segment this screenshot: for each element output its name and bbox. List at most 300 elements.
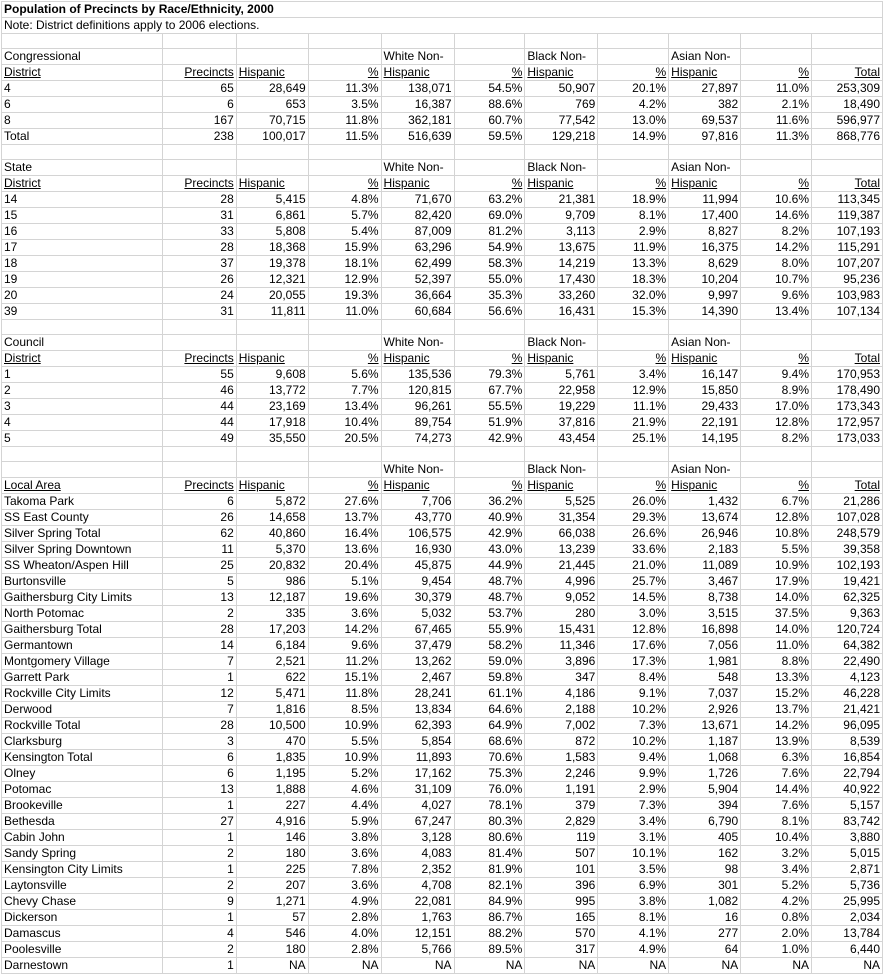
hispanic-pct-cell: 8.5% (308, 702, 381, 718)
hispanic-cell: 5,415 (236, 192, 308, 208)
black-pct-cell: 2.9% (598, 782, 669, 798)
total-cell: 21,286 (812, 494, 883, 510)
hispanic-pct-header: % (308, 65, 381, 81)
black-pct-cell: 14.5% (598, 590, 669, 606)
black-header: Hispanic (525, 478, 598, 494)
hispanic-pct-header: % (308, 176, 381, 192)
hispanic-cell: 100,017 (236, 129, 308, 145)
black-header-top: Black Non- (525, 160, 598, 176)
empty-cell (162, 447, 236, 462)
black-header-top: Black Non- (525, 49, 598, 65)
empty-cell (741, 49, 812, 65)
white-pct-cell: 54.5% (454, 81, 525, 97)
precincts-cell: 1 (162, 670, 236, 686)
hispanic-pct-cell: 19.3% (308, 288, 381, 304)
hispanic-cell: 207 (236, 878, 308, 894)
asian-cell: 11,994 (669, 192, 741, 208)
total-cell: 13,784 (812, 926, 883, 942)
black-cell: 4,186 (525, 686, 598, 702)
asian-pct-cell: 9.6% (741, 288, 812, 304)
precincts-cell: 1 (162, 862, 236, 878)
hispanic-pct-cell: 7.7% (308, 383, 381, 399)
white-pct-cell: 36.2% (454, 494, 525, 510)
hispanic-pct-cell: 10.9% (308, 718, 381, 734)
hispanic-pct-cell: 11.0% (308, 304, 381, 320)
district-cell: Germantown (2, 638, 163, 654)
precincts-cell: 4 (162, 926, 236, 942)
asian-header: Hispanic (669, 351, 741, 367)
precincts-cell: 28 (162, 622, 236, 638)
white-pct-cell: 59.5% (454, 129, 525, 145)
total-cell: 22,490 (812, 654, 883, 670)
white-pct-cell: 67.7% (454, 383, 525, 399)
hispanic-pct-cell: 5.6% (308, 367, 381, 383)
empty-cell (236, 160, 308, 176)
asian-cell: 3,515 (669, 606, 741, 622)
precincts-cell: 13 (162, 782, 236, 798)
white-cell: 37,479 (381, 638, 454, 654)
table-row (2, 862, 883, 878)
hispanic-cell: 227 (236, 798, 308, 814)
district-cell: Burtonsville (2, 574, 163, 590)
black-pct-cell: 11.1% (598, 399, 669, 415)
empty-cell (741, 335, 812, 351)
white-cell: 62,393 (381, 718, 454, 734)
precincts-cell: 27 (162, 814, 236, 830)
white-pct-cell: 55.9% (454, 622, 525, 638)
black-pct-cell: 9.9% (598, 766, 669, 782)
hispanic-pct-cell: 12.9% (308, 272, 381, 288)
asian-pct-cell: 17.9% (741, 574, 812, 590)
asian-pct-cell: 11.0% (741, 638, 812, 654)
empty-cell (741, 447, 812, 462)
table-row (2, 702, 883, 718)
white-header: Hispanic (381, 65, 454, 81)
precincts-cell: 49 (162, 431, 236, 447)
table-row (2, 272, 883, 288)
precincts-cell: 28 (162, 192, 236, 208)
black-cell: 119 (525, 830, 598, 846)
precincts-header: Precincts (162, 176, 236, 192)
white-cell: 7,706 (381, 494, 454, 510)
white-pct-cell: 86.7% (454, 910, 525, 926)
white-pct-header: % (454, 478, 525, 494)
empty-cell (741, 320, 812, 335)
white-cell: 71,670 (381, 192, 454, 208)
black-pct-cell: 10.2% (598, 702, 669, 718)
empty-cell (162, 462, 236, 478)
empty-cell (525, 320, 598, 335)
hispanic-pct-cell: 20.5% (308, 431, 381, 447)
hispanic-cell: 146 (236, 830, 308, 846)
precincts-cell: 1 (162, 830, 236, 846)
precincts-cell: 167 (162, 113, 236, 129)
asian-pct-cell: 8.1% (741, 814, 812, 830)
hispanic-cell: 13,772 (236, 383, 308, 399)
district-cell: Derwood (2, 702, 163, 718)
hispanic-pct-cell: 3.6% (308, 606, 381, 622)
asian-pct-cell: 8.2% (741, 431, 812, 447)
empty-cell (454, 34, 525, 49)
section-label-top: State (2, 160, 163, 176)
hispanic-cell: 70,715 (236, 113, 308, 129)
precincts-cell: 14 (162, 638, 236, 654)
white-cell: 12,151 (381, 926, 454, 942)
precincts-cell: 7 (162, 654, 236, 670)
precincts-cell: 3 (162, 734, 236, 750)
table-row (2, 574, 883, 590)
district-cell: Kensington City Limits (2, 862, 163, 878)
white-cell: 16,387 (381, 97, 454, 113)
asian-cell: 1,432 (669, 494, 741, 510)
black-pct-cell: 29.3% (598, 510, 669, 526)
white-pct-cell: 80.6% (454, 830, 525, 846)
hispanic-header: Hispanic (236, 478, 308, 494)
white-pct-cell: 35.3% (454, 288, 525, 304)
black-header-top: Black Non- (525, 335, 598, 351)
white-pct-cell: 44.9% (454, 558, 525, 574)
district-cell: 15 (2, 208, 163, 224)
district-cell: 8 (2, 113, 163, 129)
hispanic-cell: 6,184 (236, 638, 308, 654)
black-pct-cell: 10.1% (598, 846, 669, 862)
precincts-cell: 2 (162, 878, 236, 894)
asian-pct-cell: 7.6% (741, 766, 812, 782)
white-pct-cell: 70.6% (454, 750, 525, 766)
black-cell: 379 (525, 798, 598, 814)
white-pct-cell: NA (454, 958, 525, 974)
white-cell: 13,262 (381, 654, 454, 670)
hispanic-pct-cell: 4.0% (308, 926, 381, 942)
white-pct-cell: 59.0% (454, 654, 525, 670)
total-cell: 95,236 (812, 272, 883, 288)
white-cell: 135,536 (381, 367, 454, 383)
asian-pct-cell: 6.3% (741, 750, 812, 766)
black-cell: 21,381 (525, 192, 598, 208)
black-pct-cell: 18.9% (598, 192, 669, 208)
black-cell: NA (525, 958, 598, 974)
hispanic-cell: 10,500 (236, 718, 308, 734)
empty-cell (669, 145, 741, 160)
total-cell: 113,345 (812, 192, 883, 208)
total-cell: 62,325 (812, 590, 883, 606)
white-cell: 17,162 (381, 766, 454, 782)
section-header-top (2, 160, 883, 176)
black-cell: 280 (525, 606, 598, 622)
black-cell: 5,525 (525, 494, 598, 510)
table-row (2, 399, 883, 415)
precincts-cell: 2 (162, 846, 236, 862)
hispanic-cell: 12,187 (236, 590, 308, 606)
white-pct-cell: 89.5% (454, 942, 525, 958)
white-cell: 13,834 (381, 702, 454, 718)
total-cell: 5,015 (812, 846, 883, 862)
empty-cell (236, 145, 308, 160)
white-pct-cell: 58.2% (454, 638, 525, 654)
hispanic-pct-cell: 11.2% (308, 654, 381, 670)
district-cell: Dickerson (2, 910, 163, 926)
district-cell: Kensington Total (2, 750, 163, 766)
white-cell: 16,930 (381, 542, 454, 558)
district-cell: Gaithersburg Total (2, 622, 163, 638)
black-pct-cell: 13.0% (598, 113, 669, 129)
asian-cell: 22,191 (669, 415, 741, 431)
precincts-cell: 1 (162, 958, 236, 974)
precincts-cell: 6 (162, 750, 236, 766)
district-cell: SS East County (2, 510, 163, 526)
empty-cell (2, 145, 163, 160)
table-row (2, 431, 883, 447)
white-cell: 52,397 (381, 272, 454, 288)
asian-pct-cell: 6.7% (741, 494, 812, 510)
white-pct-cell: 80.3% (454, 814, 525, 830)
asian-cell: 1,187 (669, 734, 741, 750)
total-cell: 103,983 (812, 288, 883, 304)
district-cell: Laytonsville (2, 878, 163, 894)
asian-pct-cell: 10.8% (741, 526, 812, 542)
empty-cell (741, 34, 812, 49)
table-row (2, 894, 883, 910)
hispanic-pct-cell: 4.8% (308, 192, 381, 208)
asian-cell: 7,037 (669, 686, 741, 702)
total-cell: 16,854 (812, 750, 883, 766)
white-pct-cell: 76.0% (454, 782, 525, 798)
empty-cell (598, 447, 669, 462)
white-cell: 82,420 (381, 208, 454, 224)
table-row (2, 654, 883, 670)
white-pct-cell: 75.3% (454, 766, 525, 782)
total-cell: 248,579 (812, 526, 883, 542)
white-cell: 62,499 (381, 256, 454, 272)
black-pct-cell: 11.9% (598, 240, 669, 256)
empty-cell (308, 49, 381, 65)
black-cell: 2,246 (525, 766, 598, 782)
spacer-row (2, 320, 883, 335)
precincts-cell: 33 (162, 224, 236, 240)
asian-cell: 11,089 (669, 558, 741, 574)
black-pct-cell: 26.0% (598, 494, 669, 510)
district-cell: Takoma Park (2, 494, 163, 510)
black-pct-cell: 32.0% (598, 288, 669, 304)
section-label-bottom: District (2, 65, 163, 81)
white-pct-cell: 48.7% (454, 590, 525, 606)
black-pct-header: % (598, 65, 669, 81)
district-cell: Garrett Park (2, 670, 163, 686)
table-row (2, 97, 883, 113)
table-row (2, 590, 883, 606)
hispanic-pct-cell: 11.8% (308, 113, 381, 129)
empty-cell (812, 49, 883, 65)
empty-cell (812, 447, 883, 462)
hispanic-cell: 1,835 (236, 750, 308, 766)
asian-pct-cell: 8.8% (741, 654, 812, 670)
white-cell: 362,181 (381, 113, 454, 129)
total-cell: 2,871 (812, 862, 883, 878)
black-pct-cell: 8.4% (598, 670, 669, 686)
hispanic-pct-cell: 16.4% (308, 526, 381, 542)
table-row (2, 606, 883, 622)
asian-pct-cell: 10.9% (741, 558, 812, 574)
white-cell: 138,071 (381, 81, 454, 97)
district-cell: 39 (2, 304, 163, 320)
asian-pct-cell: 11.3% (741, 129, 812, 145)
asian-cell: 382 (669, 97, 741, 113)
white-pct-cell: 60.7% (454, 113, 525, 129)
hispanic-pct-cell: 4.6% (308, 782, 381, 798)
district-cell: Potomac (2, 782, 163, 798)
empty-cell (2, 447, 163, 462)
empty-cell (598, 34, 669, 49)
hispanic-cell: 20,832 (236, 558, 308, 574)
black-cell: 347 (525, 670, 598, 686)
black-cell: 317 (525, 942, 598, 958)
white-cell: NA (381, 958, 454, 974)
hispanic-pct-cell: 5.2% (308, 766, 381, 782)
asian-pct-header: % (741, 478, 812, 494)
asian-cell: NA (669, 958, 741, 974)
section-label-top: Congressional (2, 49, 163, 65)
white-pct-cell: 69.0% (454, 208, 525, 224)
hispanic-pct-cell: 13.6% (308, 542, 381, 558)
table-row (2, 510, 883, 526)
white-pct-cell: 42.9% (454, 431, 525, 447)
black-cell: 3,113 (525, 224, 598, 240)
section-header-top (2, 49, 883, 65)
hispanic-pct-cell: 13.4% (308, 399, 381, 415)
hispanic-pct-cell: NA (308, 958, 381, 974)
sheet-title: Population of Precincts by Race/Ethnicity, 2000 (2, 2, 883, 18)
precincts-cell: 28 (162, 718, 236, 734)
section-header-bottom (2, 478, 883, 494)
total-cell: 64,382 (812, 638, 883, 654)
asian-pct-cell: 10.6% (741, 192, 812, 208)
total-cell: 9,363 (812, 606, 883, 622)
asian-cell: 14,195 (669, 431, 741, 447)
total-cell: 2,034 (812, 910, 883, 926)
black-pct-cell: 9.1% (598, 686, 669, 702)
black-pct-cell: 3.8% (598, 894, 669, 910)
hispanic-pct-cell: 10.9% (308, 750, 381, 766)
hispanic-cell: 225 (236, 862, 308, 878)
district-cell: Rockville Total (2, 718, 163, 734)
district-cell: 18 (2, 256, 163, 272)
white-cell: 5,854 (381, 734, 454, 750)
asian-cell: 8,629 (669, 256, 741, 272)
empty-cell (162, 335, 236, 351)
hispanic-cell: 17,203 (236, 622, 308, 638)
asian-pct-cell: 37.5% (741, 606, 812, 622)
hispanic-pct-cell: 3.6% (308, 846, 381, 862)
white-pct-cell: 88.2% (454, 926, 525, 942)
asian-cell: 7,056 (669, 638, 741, 654)
empty-cell (162, 145, 236, 160)
white-pct-cell: 58.3% (454, 256, 525, 272)
white-pct-cell: 64.9% (454, 718, 525, 734)
asian-header-top: Asian Non- (669, 335, 741, 351)
hispanic-cell: 5,872 (236, 494, 308, 510)
asian-pct-cell: 14.4% (741, 782, 812, 798)
black-pct-cell: 3.1% (598, 830, 669, 846)
asian-pct-cell: 10.7% (741, 272, 812, 288)
black-cell: 872 (525, 734, 598, 750)
black-pct-cell: 14.9% (598, 129, 669, 145)
black-cell: 9,052 (525, 590, 598, 606)
precincts-header: Precincts (162, 351, 236, 367)
empty-cell (381, 34, 454, 49)
black-cell: 66,038 (525, 526, 598, 542)
table-row (2, 766, 883, 782)
table-row (2, 846, 883, 862)
empty-cell (454, 447, 525, 462)
section-header-top (2, 335, 883, 351)
asian-pct-cell: 10.4% (741, 830, 812, 846)
asian-cell: 10,204 (669, 272, 741, 288)
asian-cell: 14,390 (669, 304, 741, 320)
hispanic-pct-cell: 5.4% (308, 224, 381, 240)
district-cell: Clarksburg (2, 734, 163, 750)
black-cell: 15,431 (525, 622, 598, 638)
table-row (2, 638, 883, 654)
asian-pct-cell: 3.4% (741, 862, 812, 878)
black-cell: 570 (525, 926, 598, 942)
hispanic-pct-cell: 19.6% (308, 590, 381, 606)
white-cell: 96,261 (381, 399, 454, 415)
table-row (2, 129, 883, 145)
white-cell: 87,009 (381, 224, 454, 240)
district-cell: 17 (2, 240, 163, 256)
district-cell: 4 (2, 415, 163, 431)
asian-pct-cell: 8.2% (741, 224, 812, 240)
white-pct-cell: 81.2% (454, 224, 525, 240)
empty-cell (236, 34, 308, 49)
precincts-cell: 28 (162, 240, 236, 256)
asian-cell: 98 (669, 862, 741, 878)
black-pct-cell: 12.9% (598, 383, 669, 399)
total-cell: 39,358 (812, 542, 883, 558)
black-cell: 33,260 (525, 288, 598, 304)
hispanic-cell: 5,808 (236, 224, 308, 240)
total-cell: 22,794 (812, 766, 883, 782)
hispanic-cell: 622 (236, 670, 308, 686)
empty-cell (162, 49, 236, 65)
hispanic-pct-cell: 27.6% (308, 494, 381, 510)
asian-pct-cell: 8.9% (741, 383, 812, 399)
precincts-cell: 5 (162, 574, 236, 590)
asian-cell: 277 (669, 926, 741, 942)
asian-pct-cell: 14.0% (741, 590, 812, 606)
hispanic-cell: 14,658 (236, 510, 308, 526)
black-pct-cell: 4.2% (598, 97, 669, 113)
precincts-cell: 37 (162, 256, 236, 272)
asian-header: Hispanic (669, 176, 741, 192)
black-cell: 2,188 (525, 702, 598, 718)
hispanic-cell: 28,649 (236, 81, 308, 97)
empty-cell (454, 160, 525, 176)
white-cell: 5,032 (381, 606, 454, 622)
table-row (2, 830, 883, 846)
hispanic-cell: 180 (236, 846, 308, 862)
black-cell: 14,219 (525, 256, 598, 272)
white-pct-header: % (454, 65, 525, 81)
hispanic-header: Hispanic (236, 176, 308, 192)
total-cell: 107,207 (812, 256, 883, 272)
white-cell: 4,027 (381, 798, 454, 814)
district-cell: 3 (2, 399, 163, 415)
empty-cell (525, 145, 598, 160)
white-cell: 516,639 (381, 129, 454, 145)
asian-header: Hispanic (669, 65, 741, 81)
table-row (2, 224, 883, 240)
